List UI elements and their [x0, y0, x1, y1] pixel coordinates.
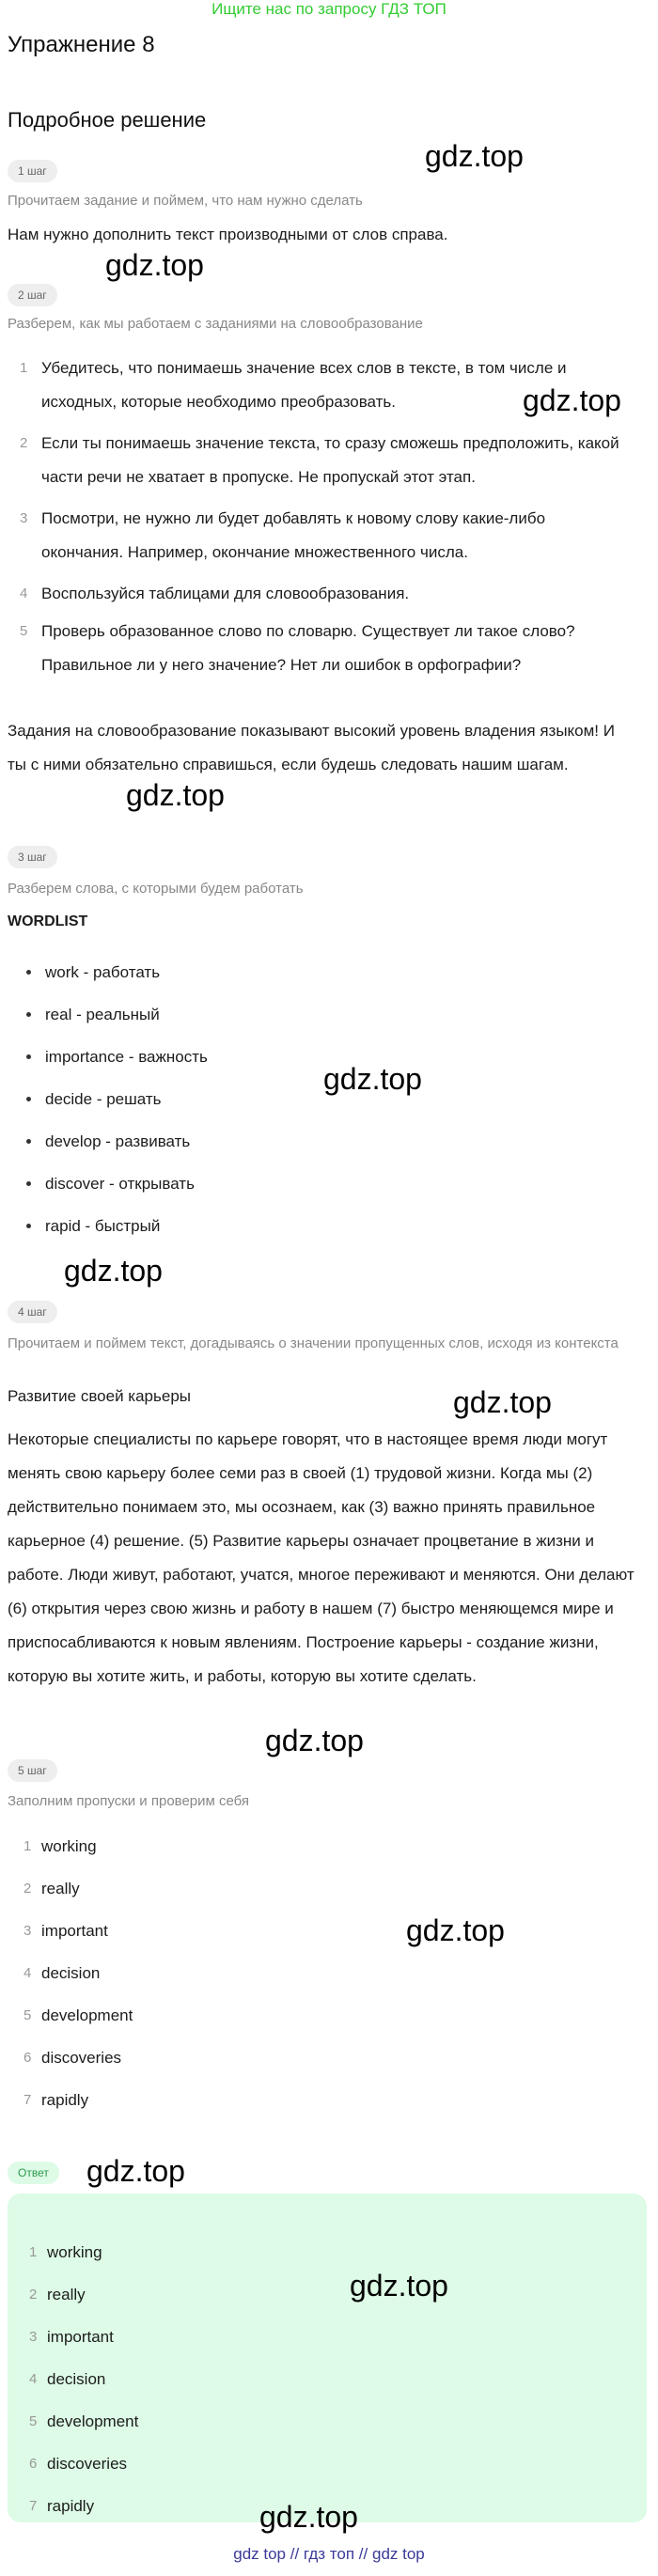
list-item-text: Воспользуйся таблицами для словообразования.: [41, 585, 410, 602]
list-item: [8, 1120, 384, 1163]
list-item-text: development: [41, 2006, 133, 2024]
wordlist-title: WORDLIST: [8, 913, 88, 929]
list-item-text: discoveries: [47, 2455, 128, 2473]
list-item-text: rapidly: [47, 2497, 95, 2515]
list-item-text: discover - открывать: [45, 1175, 195, 1193]
bullet: [26, 1224, 31, 1228]
list-number: 2: [29, 2287, 38, 2303]
watermark: gdz.top: [86, 2154, 185, 2188]
list-item-text: decide - решать: [45, 1090, 162, 1108]
step1-text: Нам нужно дополнить текст производными от слов справа.: [8, 226, 448, 243]
list-item: [13, 2400, 389, 2443]
list-item: [13, 2358, 389, 2400]
list-item: [8, 615, 628, 690]
list-number: 7: [29, 2498, 38, 2514]
list-number: 3: [20, 510, 28, 526]
list-item: [13, 2316, 389, 2358]
list-item-text: Проверь образованное слово по словарю. Существует ли такое слово? Правильное ли у него значение? Нет ли ошибок в орфографии?: [41, 622, 575, 674]
list-item: [13, 2443, 389, 2485]
list-item: [8, 1952, 384, 1994]
bullet: [26, 970, 31, 975]
text-title: Развитие своей карьеры: [8, 1387, 191, 1405]
bullet: [26, 1139, 31, 1144]
list-item: [8, 1994, 384, 2037]
step2-conclusion: Задания на словообразование показывают высокий уровень владения языком! И ты с ними обязательно справишься, если будешь следовать нашим шагам.: [8, 722, 615, 773]
watermark: gdz.top: [425, 139, 524, 173]
bullet: [26, 1012, 31, 1017]
watermark: gdz.top: [105, 248, 204, 282]
list-item: [8, 427, 628, 502]
list-item: [8, 502, 628, 577]
watermark: gdz.top: [523, 383, 621, 417]
list-item: [8, 993, 384, 1036]
bullet: [26, 1097, 31, 1101]
list-number: 6: [24, 2050, 32, 2066]
list-item-text: decision: [41, 1964, 101, 1982]
list-item: [8, 1205, 384, 1247]
list-item: [13, 2273, 389, 2316]
footer-links: [0, 2545, 658, 2564]
watermark: gdz.top: [64, 1254, 163, 1288]
watermark: gdz.top: [406, 1913, 505, 1947]
list-number: 1: [29, 2244, 38, 2260]
watermark: gdz.top: [265, 1724, 364, 1757]
list-number: 2: [24, 1881, 32, 1897]
list-item: [8, 2079, 384, 2121]
bullet: [26, 1181, 31, 1186]
list-item: [8, 1867, 384, 1910]
wordlist: [8, 951, 384, 1247]
list-item-text: development: [47, 2412, 139, 2430]
list-item-text: rapidly: [41, 2091, 89, 2109]
footer-separator: //: [290, 2545, 300, 2563]
list-item: [8, 1910, 384, 1952]
step-hint: Прочитаем задание и поймем, что нам нужно сделать: [8, 193, 363, 209]
list-number: 5: [29, 2413, 38, 2429]
list-item-text: rapid - быстрый: [45, 1217, 161, 1235]
page-title: Упражнение 8: [8, 32, 155, 57]
watermark: gdz.top: [259, 2500, 358, 2534]
list-item-text: Если ты понимаешь значение текста, то сразу сможешь предположить, какой части речи не хватает в пропуске. Не пропускай этот этап.: [41, 434, 619, 486]
answers-list: [8, 1825, 384, 2121]
list-number: 6: [29, 2456, 38, 2472]
list-number: 7: [24, 2092, 32, 2108]
list-number: 5: [20, 623, 28, 639]
list-number: 1: [20, 360, 28, 376]
list-item-text: develop - развивать: [45, 1132, 191, 1150]
list-item-text: working: [41, 1837, 97, 1855]
list-item-text: important: [41, 1922, 108, 1940]
step-hint: Заполним пропуски и проверим себя: [8, 1793, 250, 1809]
step-badge: 5 шаг: [8, 1759, 57, 1782]
list-item: [8, 951, 384, 993]
list-number: 4: [20, 585, 28, 601]
list-item-text: working: [47, 2243, 102, 2261]
watermark: gdz.top: [323, 1062, 422, 1096]
step-badge: 2 шаг: [8, 284, 57, 306]
watermark: gdz.top: [453, 1385, 552, 1419]
list-item-text: real - реальный: [45, 1006, 160, 1023]
step-hint: Разберем слова, с которыми будем работать: [8, 881, 304, 897]
step-badge: 3 шаг: [8, 846, 57, 868]
step-hint: Разберем, как мы работаем с заданиями на словообразование: [8, 316, 423, 332]
footer-link[interactable]: gdz top: [233, 2545, 286, 2563]
list-item-text: decision: [47, 2370, 106, 2388]
step-badge: 4 шаг: [8, 1301, 57, 1323]
list-item-text: discoveries: [41, 2049, 122, 2067]
watermark: gdz.top: [126, 778, 225, 812]
answer-badge: Ответ: [8, 2162, 59, 2184]
promo-banner[interactable]: Ищите нас по запросу ГДЗ ТОП: [212, 0, 446, 18]
footer-separator: //: [358, 2545, 368, 2563]
list-item-text: work - работать: [45, 963, 161, 981]
list-item: [8, 1825, 384, 1867]
bullet: [26, 1054, 31, 1059]
list-item: [13, 2231, 389, 2273]
list-item: [8, 1163, 384, 1205]
footer-link[interactable]: гдз топ: [303, 2545, 355, 2563]
list-item-text: Посмотри, не нужно ли будет добавлять к новому слову какие-либо окончания. Например, окончание множественного числа.: [41, 509, 546, 561]
list-item-text: importance - важность: [45, 1048, 208, 1066]
list-item-text: Убедитесь, что понимаешь значение всех слов в тексте, в том числе и исходных, которые необходимо преобразовать.: [41, 359, 567, 411]
list-item: [8, 577, 628, 615]
footer-link[interactable]: gdz top: [371, 2545, 425, 2563]
solution-heading: Подробное решение: [8, 108, 207, 132]
step-badge: 1 шаг: [8, 160, 57, 182]
list-number: 4: [24, 1965, 32, 1981]
watermark: gdz.top: [350, 2269, 448, 2303]
list-number: 2: [20, 435, 28, 451]
list-item-text: really: [41, 1880, 80, 1897]
list-item-text: important: [47, 2328, 114, 2346]
list-number: 3: [29, 2329, 38, 2345]
list-number: 5: [24, 2007, 32, 2023]
list-number: 1: [24, 1838, 32, 1854]
list-item: [8, 2037, 384, 2079]
answer-list: [13, 2231, 389, 2527]
list-number: 4: [29, 2371, 38, 2387]
list-item-text: really: [47, 2286, 86, 2303]
text-body: Некоторые специалисты по карьере говорят, что в настоящее время люди могут менять свою карьеру более семи раз в своей (1) трудовой жизни. Когда мы (2) действительно понимаем это, мы осознаем, как (3) важно принять правильное карьерное (4) решение. (5) Развитие карьеры означает процветание в жизни и работе. Люди живут, работают, учатся, многое переживают и меняются. Они делают (6) открытия через свою жизнь и работу в нашем (7) быстро меняющемся мире и приспосабливаются к новым явлениям. Построение карьеры - создание жизни, которую вы хотите жить, и работы, которую вы хотите сделать.: [8, 1430, 634, 1685]
list-number: 3: [24, 1923, 32, 1939]
step-hint: Прочитаем и поймем текст, догадываясь о значении пропущенных слов, исходя из контекста: [8, 1335, 619, 1351]
